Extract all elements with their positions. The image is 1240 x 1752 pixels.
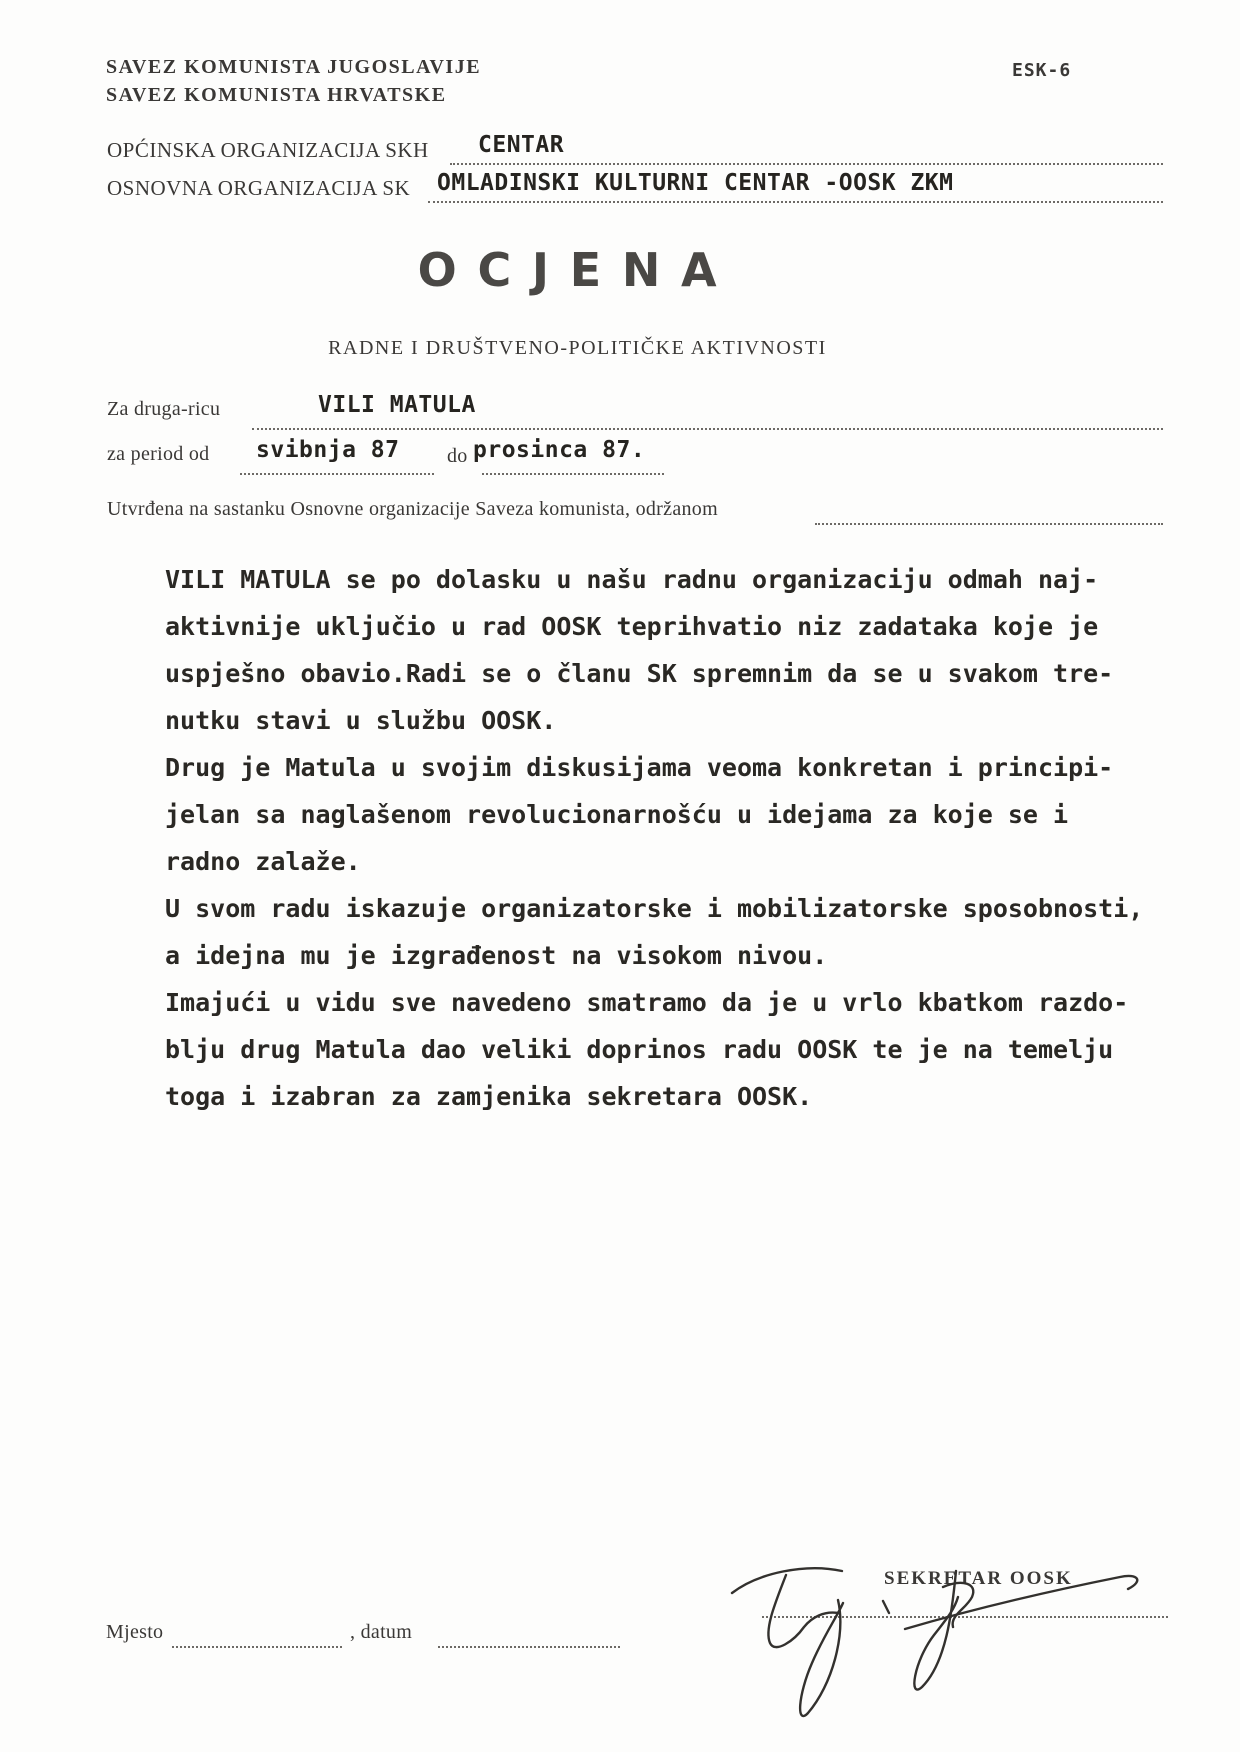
document-subtitle-row [0, 337, 1155, 360]
body-line: VILI MATULA se po dolasku u našu radnu organizaciju odmah naj- [165, 565, 1099, 594]
period-to-value: prosinca 87. [473, 437, 646, 463]
document-title: OCJENA [417, 243, 738, 297]
body-line: aktivnije uključio u rad OOSK teprihvatio niz zadataka koje je [165, 612, 1099, 641]
body-line: U svom radu iskazuje organizatorske i mobilizatorske sposobnosti, [165, 894, 1144, 923]
period-from-value: svibnja 87 [256, 437, 400, 463]
document-subtitle: RADNE I DRUŠTVENO-POLITIČKE AKTIVNOSTI [328, 337, 827, 359]
municipal-org-value: CENTAR [478, 132, 565, 158]
form-code: ESK-6 [1012, 60, 1072, 81]
place-field-line [172, 1646, 342, 1648]
body-line: Imajući u vidu sve navedeno smatramo da je u vrlo kbatkom razdo- [165, 988, 1129, 1017]
datum-field-line [438, 1646, 620, 1648]
handwritten-signature [700, 1545, 1170, 1740]
period-to-field-line [482, 473, 664, 475]
basic-org-field-line [428, 201, 1163, 203]
body-line: blju drug Matula dao veliki doprinos radu OOSK te je na temelju [165, 1035, 1114, 1064]
municipal-org-field-line [450, 163, 1163, 165]
place-label: Mjesto [106, 1621, 164, 1643]
municipal-org-label: OPĆINSKA ORGANIZACIJA SKH [107, 138, 429, 162]
for-comrade-label: Za druga-ricu [107, 398, 221, 420]
body-line: uspješno obavio.Radi se o članu SK spremnim da se u svakom tre- [165, 659, 1114, 688]
document-title-row [0, 243, 1155, 297]
evaluation-body [165, 556, 1175, 1120]
body-line: toga i izabran za zamjenika sekretara OOSK. [165, 1082, 813, 1111]
datum-label: , datum [350, 1621, 413, 1643]
determined-at-field-line [815, 523, 1163, 525]
body-line: radno zalaže. [165, 847, 361, 876]
period-from-label: za period od [107, 443, 210, 465]
determined-at-label: Utvrđena na sastanku Osnovne organizacije Saveza komunista, održanom [107, 498, 718, 520]
secretary-label: SEKRETAR OOSK [884, 1568, 1073, 1589]
for-comrade-value: VILI MATULA [318, 392, 476, 418]
org-name-croatia: SAVEZ KOMUNISTA HRVATSKE [106, 84, 447, 106]
basic-org-label: OSNOVNA ORGANIZACIJA SK [107, 176, 411, 200]
for-comrade-field-line [252, 428, 1163, 430]
body-line: Drug je Matula u svojim diskusijama veoma konkretan i principi- [165, 753, 1114, 782]
body-line: a idejna mu je izgrađenost na visokom nivou. [165, 941, 828, 970]
period-from-field-line [240, 473, 434, 475]
period-to-label: do [447, 445, 468, 467]
body-line: nutku stavi u službu OOSK. [165, 706, 557, 735]
basic-org-value: OMLADINSKI KULTURNI CENTAR -OOSK ZKM [437, 170, 954, 196]
org-name-yugoslavia: SAVEZ KOMUNISTA JUGOSLAVIJE [106, 56, 482, 78]
body-line: jelan sa naglašenom revolucionarnošću u idejama za koje se i [165, 800, 1069, 829]
